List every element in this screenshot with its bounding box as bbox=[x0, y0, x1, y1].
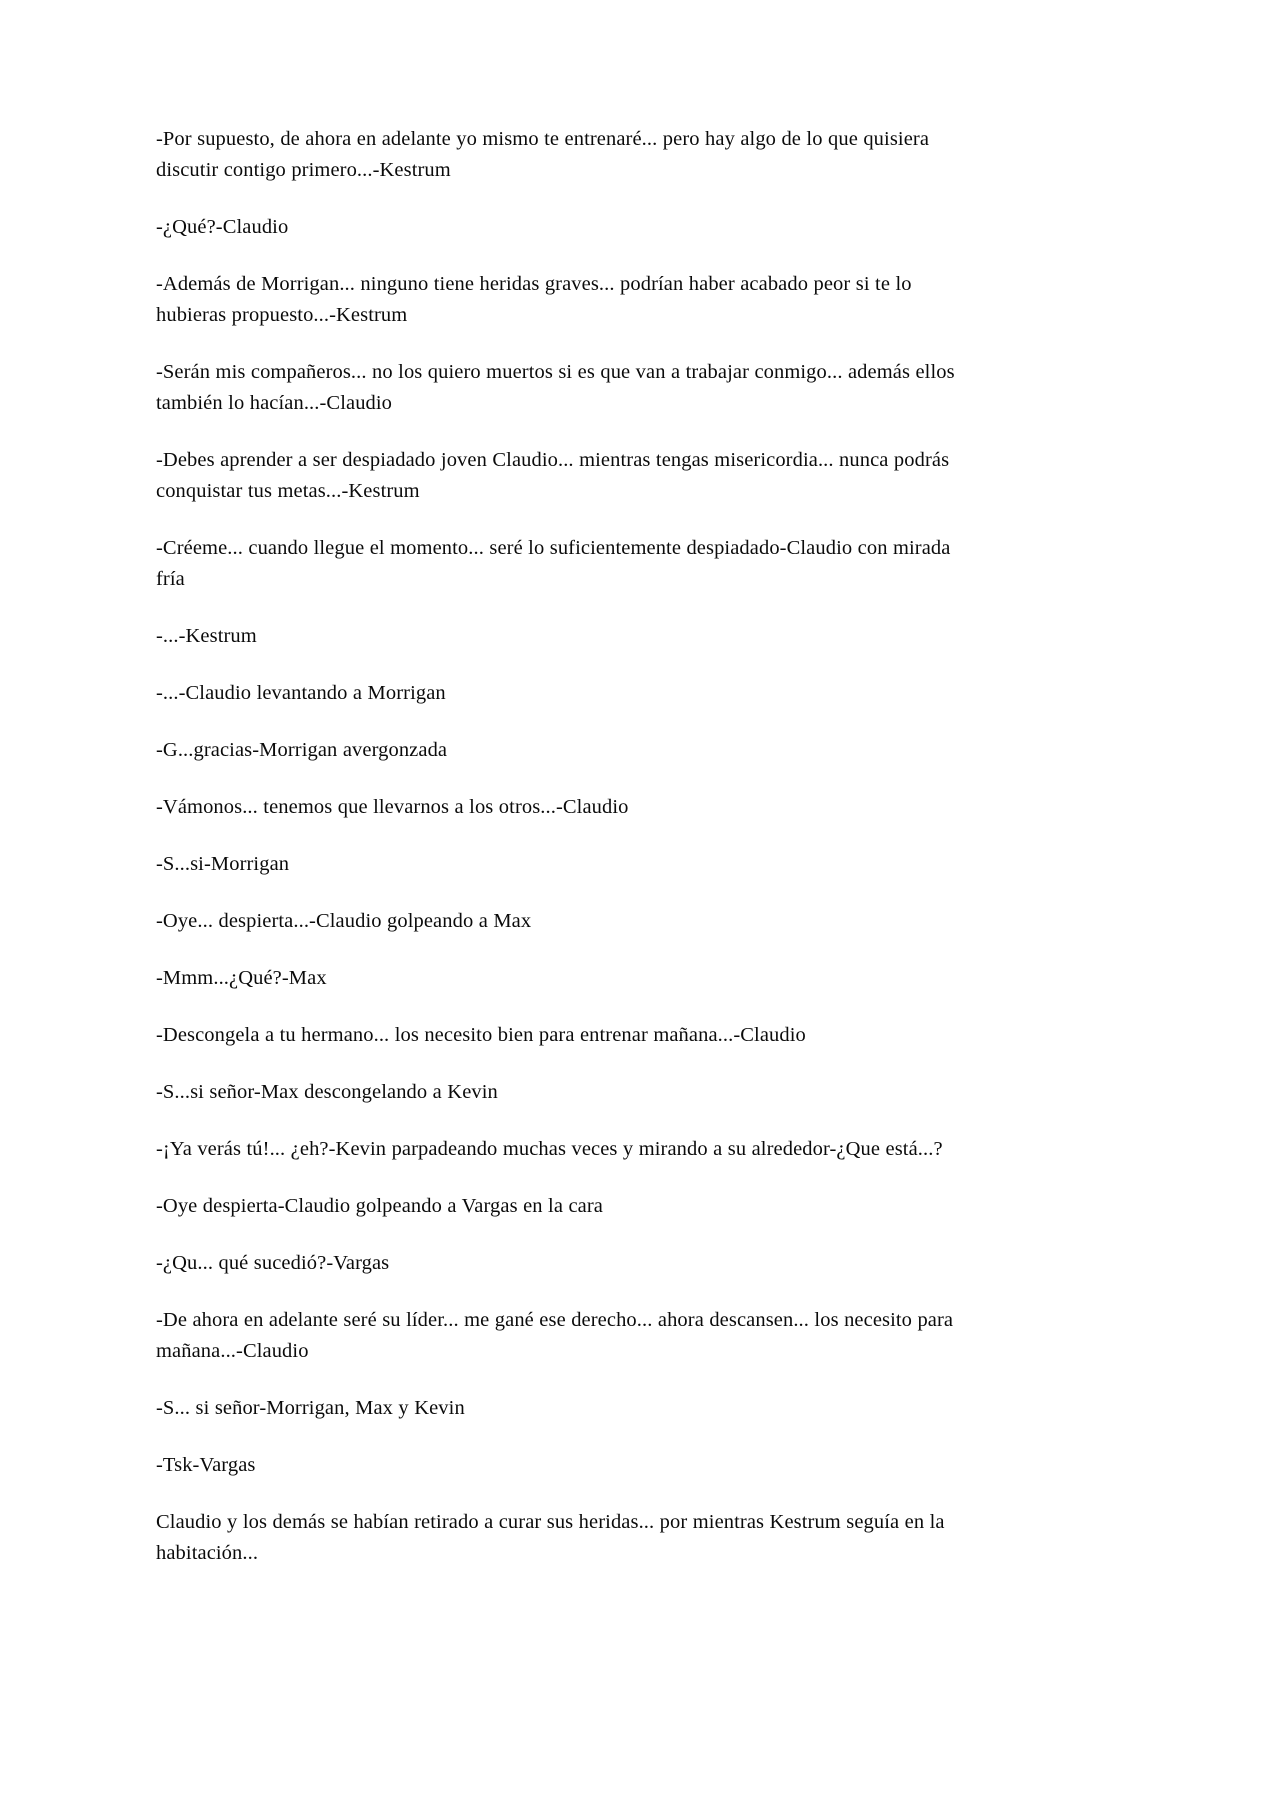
paragraph: -S... si señor-Morrigan, Max y Kevin bbox=[156, 1397, 465, 1419]
paragraph: -¿Qué?-Claudio bbox=[156, 216, 289, 238]
paragraph: -Vámonos... tenemos que llevarnos a los otros...-Claudio bbox=[156, 796, 629, 818]
paragraph: -Debes aprender a ser despiadado joven Claudio... mientras tengas misericordia... nunca podrás conquistar tus metas...-Kestrum bbox=[156, 449, 950, 502]
paragraph: -¡Ya verás tú!... ¿eh?-Kevin parpadeando muchas veces y mirando a su alrededor-¿Que está...? bbox=[156, 1138, 943, 1160]
document-body bbox=[156, 124, 956, 1569]
paragraph: -...-Kestrum bbox=[156, 625, 257, 647]
paragraph: -Por supuesto, de ahora en adelante yo mismo te entrenaré... pero hay algo de lo que quisiera discutir contigo primero...-Kestrum bbox=[156, 128, 930, 181]
paragraph: -Serán mis compañeros... no los quiero muertos si es que van a trabajar conmigo... además ellos también lo hacían...-Claudio bbox=[156, 361, 955, 414]
paragraph: -G...gracias-Morrigan avergonzada bbox=[156, 739, 448, 761]
paragraph: -...-Claudio levantando a Morrigan bbox=[156, 682, 446, 704]
paragraph: -Oye... despierta...-Claudio golpeando a Max bbox=[156, 910, 532, 932]
paragraph: -S...si-Morrigan bbox=[156, 853, 290, 875]
paragraph: -Además de Morrigan... ninguno tiene heridas graves... podrían haber acabado peor si te lo hubieras propuesto...-Kestrum bbox=[156, 273, 912, 326]
paragraph: -De ahora en adelante seré su líder... me gané ese derecho... ahora descansen... los necesito para mañana...-Claudio bbox=[156, 1309, 954, 1362]
paragraph: -Créeme... cuando llegue el momento... seré lo suficientemente despiadado-Claudio con mirada fría bbox=[156, 537, 951, 590]
paragraph: Claudio y los demás se habían retirado a curar sus heridas... por mientras Kestrum seguía en la habitación... bbox=[156, 1511, 945, 1564]
paragraph: -Descongela a tu hermano... los necesito bien para entrenar mañana...-Claudio bbox=[156, 1024, 806, 1046]
paragraph: -Oye despierta-Claudio golpeando a Vargas en la cara bbox=[156, 1195, 603, 1217]
paragraph: -Tsk-Vargas bbox=[156, 1454, 256, 1476]
paragraph: -¿Qu... qué sucedió?-Vargas bbox=[156, 1252, 390, 1274]
paragraph: -Mmm...¿Qué?-Max bbox=[156, 967, 327, 989]
paragraph: -S...si señor-Max descongelando a Kevin bbox=[156, 1081, 498, 1103]
